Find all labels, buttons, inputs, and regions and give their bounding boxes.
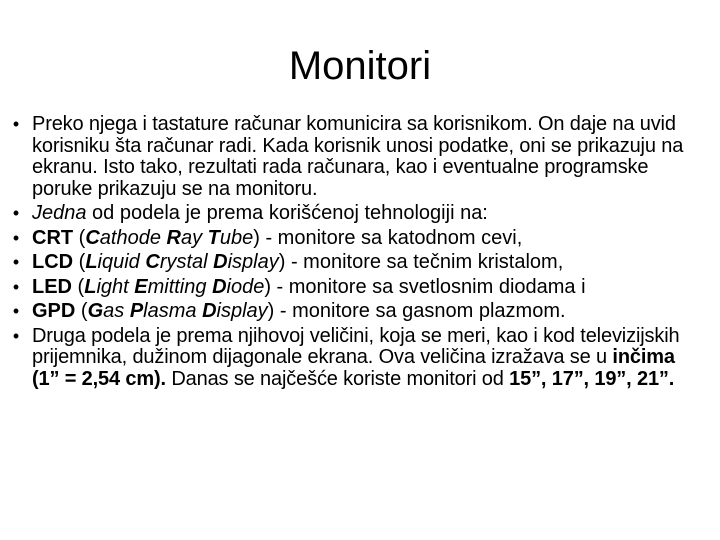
bullet-dot-icon: • xyxy=(12,276,20,297)
bullet-text xyxy=(32,277,702,299)
word-isplay: isplay xyxy=(216,300,268,322)
text-rest: od podela je prema korišćenoj tehnologiji na: xyxy=(86,202,488,224)
initial-c: C xyxy=(85,226,100,249)
bullet-item-crt xyxy=(0,228,720,250)
bullet-text xyxy=(32,252,702,274)
initial-c: C xyxy=(145,251,160,273)
text-rest: ) - monitore sa gasnom plazmom. xyxy=(267,300,566,322)
abbr-gpd: GPD xyxy=(32,300,76,322)
initial-r: R xyxy=(166,226,181,249)
word-athode: athode xyxy=(99,226,167,249)
bullet-text xyxy=(32,228,702,250)
bullet-text xyxy=(32,301,702,323)
bullet-item-technology xyxy=(0,203,720,225)
bullet-text xyxy=(32,203,702,225)
word-lasma: lasma xyxy=(143,300,203,322)
bullet-item-intro xyxy=(0,114,720,200)
bullet-dot-icon: • xyxy=(12,325,20,346)
bullet-item-size xyxy=(0,326,720,391)
bullet-text xyxy=(32,326,702,391)
text-rest: ) - monitore sa tečnim kristalom, xyxy=(278,251,564,273)
word-iquid: iquid xyxy=(97,251,146,273)
initial-g: G xyxy=(87,300,104,322)
bullet-dot-icon: • xyxy=(12,252,20,272)
initial-p: P xyxy=(129,300,144,322)
bullet-item-lcd xyxy=(0,252,720,274)
bullet-dot-icon: • xyxy=(12,203,20,223)
initial-l: L xyxy=(85,251,98,273)
initial-d: D xyxy=(202,300,217,322)
initial-t: T xyxy=(207,226,220,249)
word-iode: iode xyxy=(226,275,265,298)
text-rest: ) - monitore sa katodnom cevi, xyxy=(253,226,523,249)
paren-open: ( xyxy=(72,275,85,298)
word-ight: ight xyxy=(96,275,135,298)
paren-open: ( xyxy=(75,300,88,322)
word-rystal: rystal xyxy=(159,251,214,273)
initial-d: D xyxy=(212,275,227,298)
bullet-dot-icon: • xyxy=(12,301,20,321)
word-ube: ube xyxy=(219,226,254,249)
bullet-list xyxy=(0,114,720,390)
bullet-dot-icon: • xyxy=(12,227,20,248)
emphasis-monitor-sizes: 15”, 17”, 19”, 21”. xyxy=(509,367,675,390)
bullet-item-gpd xyxy=(0,301,720,323)
word-ay: ay xyxy=(180,226,208,249)
paren-open: ( xyxy=(73,226,86,249)
bullet-text: Preko njega i tastature računar komunicira sa korisnikom. On daje na uvid korisniku šta računar radi. Kada korisnik unosi podatke, oni se prikazuju na ekranu. Isto tako, rezultati rada računara, kao i eventualne programske poruke prikazuju se na monitoru. xyxy=(32,113,684,200)
emphasis-jedna: Jedna xyxy=(32,202,87,224)
initial-e: E xyxy=(134,275,148,298)
word-as: as xyxy=(103,300,130,322)
bullet-item-led xyxy=(0,277,720,299)
initial-d: D xyxy=(213,251,228,273)
text-part-2: Danas se najčešće koriste monitori od xyxy=(165,367,510,390)
paren-open: ( xyxy=(73,251,86,273)
text-rest: ) - monitore sa svetlosnim diodama i xyxy=(264,275,586,298)
word-isplay: isplay xyxy=(227,251,279,273)
slide-title: Monitori xyxy=(288,44,432,88)
bullet-dot-icon: • xyxy=(12,114,20,134)
initial-l: L xyxy=(84,275,97,298)
emphasis-inch-conversion: inčima (1” = 2,54 cm). xyxy=(32,346,675,390)
abbr-led: LED xyxy=(32,275,72,298)
word-mitting: mitting xyxy=(147,275,213,298)
abbr-lcd: LCD xyxy=(32,251,74,273)
text-part-1: Druga podela je prema njihovoj veličini, koja se meri, kao i kod televizijskih prijemnika, dužinom dijagonale ekrana. Ova veličina izražava se u xyxy=(32,324,680,368)
abbr-crt: CRT xyxy=(32,226,74,249)
